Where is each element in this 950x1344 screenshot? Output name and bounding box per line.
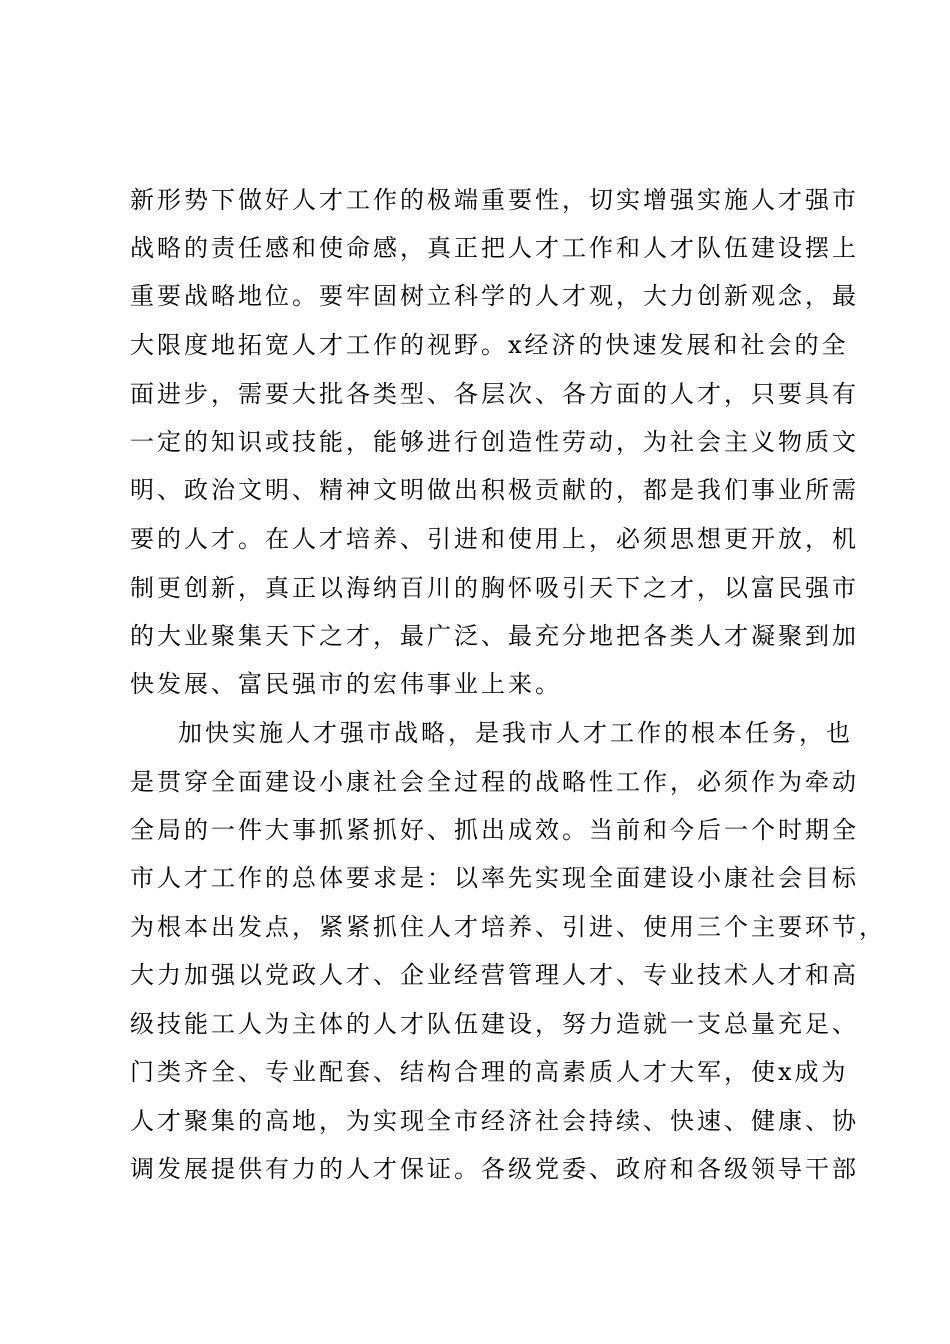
text-line: 加快实施人才强市战略，是我市人才工作的根本任务，也 [178,719,853,747]
text-line: 战略的责任感和使命感，真正把人才工作和人才队伍建设摆上 [130,234,859,262]
text-line: 是贯穿全面建设小康社会全过程的战略性工作，必须作为牵动 [130,768,859,796]
text-line: 级技能工人为主体的人才队伍建设，努力造就一支总量充足、 [130,1010,859,1038]
text-line: 的大业聚集天下之才，最广泛、最充分地把各类人才凝聚到加 [130,622,859,650]
text-line: 大限度地拓宽人才工作的视野。x经济的快速发展和社会的全 [130,331,849,359]
text-line: 重要战略地位。要牢固树立科学的人才观，大力创新观念，最 [130,282,859,310]
text-line: 门类齐全、专业配套、结构合理的高素质人才大军，使x成为 [130,1058,849,1086]
text-line: 一定的知识或技能，能够进行创造性劳动，为社会主义物质文 [130,428,859,456]
text-line: 人才聚集的高地，为实现全市经济社会持续、快速、健康、协 [130,1107,859,1135]
text-line: 快发展、富民强市的宏伟事业上来。 [130,670,562,698]
text-line: 调发展提供有力的人才保证。各级党委、政府和各级领导干部 [130,1155,859,1183]
text-line: 市人才工作的总体要求是：以率先实现全面建设小康社会目标 [130,864,859,892]
text-line: 制更创新，真正以海纳百川的胸怀吸引天下之才，以富民强市 [130,574,859,602]
text-line: 为根本出发点，紧紧抓住人才培养、引进、使用三个主要环节， [130,913,886,941]
text-line: 大力加强以党政人才、企业经营管理人才、专业技术人才和高 [130,961,859,989]
text-line: 全局的一件大事抓紧抓好、抓出成效。当前和今后一个时期全 [130,816,859,844]
text-line: 面进步，需要大批各类型、各层次、各方面的人才，只要具有 [130,380,859,408]
text-line: 新形势下做好人才工作的极端重要性，切实增强实施人才强市 [130,186,859,214]
text-line: 明、政治文明、精神文明做出积极贡献的，都是我们事业所需 [130,476,859,504]
text-line: 要的人才。在人才培养、引进和使用上，必须思想更开放，机 [130,525,859,553]
